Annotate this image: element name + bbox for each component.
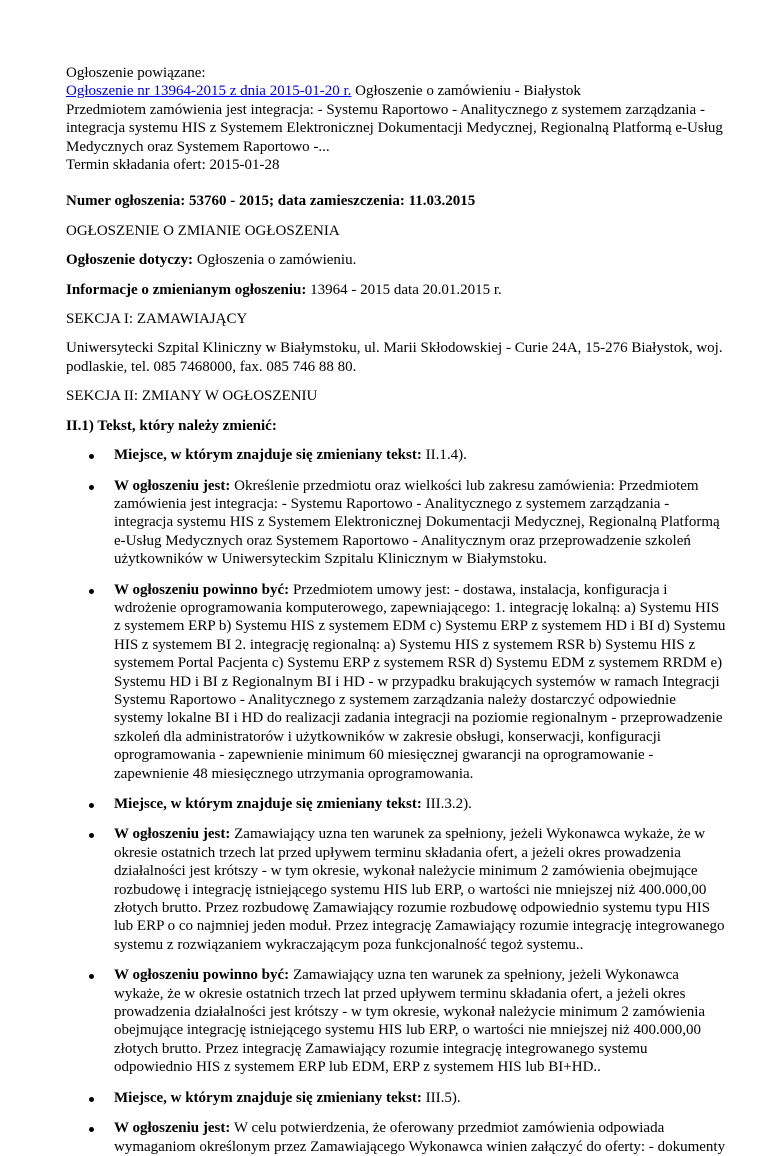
related-label: Ogłoszenie powiązane: [66,65,206,81]
bullet-icon [89,1097,94,1102]
list-item [114,477,728,569]
notice-number: Numer ogłoszenia: 53760 - 2015; data zamieszczenia: 11.03.2015 [66,193,476,210]
item-text: Zamawiający uzna ten warunek za spełniony, jeżeli Wykonawca wykaże, że w okresie ostatnich trzech lat przed upływem terminu składania ofert, a jeżeli okres prowadzenia działalności jest krótszy - w tym okresie, wykonał należycie minimum 2 zamówienia obejmujące rozbudowę i integrację istniejącego systemu HIS lub ERP, o wartości nie mniejszej niż 400.000,00 złotych brutto. Przez rozbudowę Zamawiający rozumie rozbudowę odpowiednio systemu typu HIS lub ERP o co najmniej jeden moduł. Przez integrację Zamawiający rozumie integrację integrowanego systemu z rozwiązaniem wykraczającym poza funkcjonalność tegoż systemu.. [114,826,725,953]
item-text: III.3.2). [421,796,472,812]
item-text: Określenie przedmiotu oraz wielkości lub zakresu zamówienia: Przedmiotem zamówienia jest integracja: - Systemu Raportowo - Analitycznego z systemem zarządzania - integracja systemu HIS z Systemem Elektronicznej Dokumentacji Medycznej, Regionalną Platformą e-Usług Medycznych oraz Systemem Raportowo - Analitycznym oraz przeprowadzenie szkoleń użytkowników w Uniwersyteckim Szpitalu Klinicznym w Białymstoku. [114,477,720,568]
item-text: III.5). [421,1089,461,1106]
list-item [114,825,728,954]
related-deadline: Termin składania ofert: 2015-01-28 [66,157,280,174]
bullet-icon [89,1127,94,1132]
item-text: Przedmiotem umowy jest: - dostawa, instalacja, konfiguracja i wdrożenie oprogramowania komputerowego, zapewniającego: 1. integrację lokalną: a) Systemu HIS z systemem ERP b) Systemu HIS z systemem EDM c) Systemu ERP z systemem HD i BI d) Systemu HIS z systemem BI 2. integrację regionalną: a) Systemu HIS z systemem RSR b) Systemu HIS z systemem Portal Pacjenta c) Systemu ERP z systemem RSR d) Systemu EDM z systemem RRDM e) Systemu HD i BI z Regionalnym BI i HD - w przypadku brakujących systemów w ramach Integracji Systemu Raportowo - Analitycznego z systemem zarządzania należy dostarczyć odpowiednie systemy lokalne BI i HD do realizacji zadania integracji na poziomie regionalnym - przeprowadzenie szkoleń dla administratorów i użytkowników w zakresie obsługi, konserwacji, konfiguracji oprogramowania - zapewnienie minimum 60 miesięcznej gwarancji na oprogramowanie - zapewnienie 48 miesięcznego utrzymania oprogramowania. [114,581,726,782]
concerns-value: Ogłoszenia o zamówieniu. [193,252,357,269]
bullet-icon [89,833,94,838]
item-label: W ogłoszeniu jest: [114,477,231,494]
list-item [114,966,728,1076]
notice-title: OGŁOSZENIE O ZMIANIE OGŁOSZENIA [66,222,340,239]
list-item [114,1119,728,1156]
item-label: W ogłoszeniu jest: [114,826,231,843]
list-item [114,795,728,813]
item-label: W ogłoszeniu jest: [114,1120,231,1137]
item-label: W ogłoszeniu powinno być: [114,581,290,598]
info-value: 13964 - 2015 data 20.01.2015 r. [306,281,502,298]
section-2-subtitle: II.1) Tekst, który należy zmienić: [66,417,277,434]
bullet-icon [89,803,94,808]
bullet-icon [89,485,94,490]
list-item [114,446,728,464]
bullet-icon [89,454,94,459]
list-item [114,581,728,783]
item-label: Miejsce, w którym znajduje się zmieniany tekst: [114,447,422,464]
section-2-title: SEKCJA II: ZMIANY W OGŁOSZENIU [66,388,318,405]
related-summary: Przedmiotem zamówienia jest integracja: - Systemu Raportowo - Analitycznego z systemem zarządzania - integracja systemu HIS z Systemem Elektronicznej Dokumentacji Medycznej, Regionalną Platformą e-Usług Medycznych oraz Systemem Raportowo -... [66,101,723,155]
notice-concerns [66,251,728,269]
item-text: II.1.4). [421,447,467,464]
item-text: Zamawiający uzna ten warunek za spełniony, jeżeli Wykonawca wykaże, że w okresie ostatnich trzech lat przed upływem terminu składania ofert, a jeżeli okres prowadzenia działalności jest krótszy - w tym okresie, wykonał należycie minimum 2 zamówienia obejmujące integrację istniejącego systemu HIS lub ERP, o wartości nie mniejszej niż 400.000,00 złotych brutto. Przez integrację Zamawiający rozumie integrację integrowanego systemu odpowiednio HIS z systemem ERP lub EDM, ERP z systemem HIS lub BI+HD.. [114,967,706,1076]
changes-list [66,446,728,1156]
item-label: Miejsce, w którym znajduje się zmieniany tekst: [114,1089,422,1106]
bullet-icon [89,589,94,594]
bullet-icon [89,974,94,979]
list-item [114,1089,728,1107]
item-label: W ogłoszeniu powinno być: [114,967,290,984]
related-notice-link[interactable]: Ogłoszenie nr 13964-2015 z dnia 2015-01-20 r. [66,83,352,100]
concerns-label: Ogłoszenie dotyczy: [66,252,194,269]
related-link-suffix: Ogłoszenie o zamówieniu - Białystok [351,83,581,100]
notice-info [66,281,728,299]
item-label: Miejsce, w którym znajduje się zmieniany tekst: [114,796,422,812]
section-1-body: Uniwersytecki Szpital Kliniczny w Białymstoku, ul. Marii Skłodowskiej - Curie 24A, 15-276 Białystok, woj. podlaskie, tel. 085 7468000, fax. 085 746 88 80. [66,340,723,375]
related-link-line [66,82,728,100]
item-text: W celu potwierdzenia, że oferowany przedmiot zamówienia odpowiada wymaganiom określonym przez Zamawiającego Wykonawca winien załączyć do oferty: - dokumenty [114,1120,726,1155]
related-notice [66,64,728,174]
section-1-title: SEKCJA I: ZAMAWIAJĄCY [66,311,248,328]
info-label: Informacje o zmienianym ogłoszeniu: [66,281,307,298]
